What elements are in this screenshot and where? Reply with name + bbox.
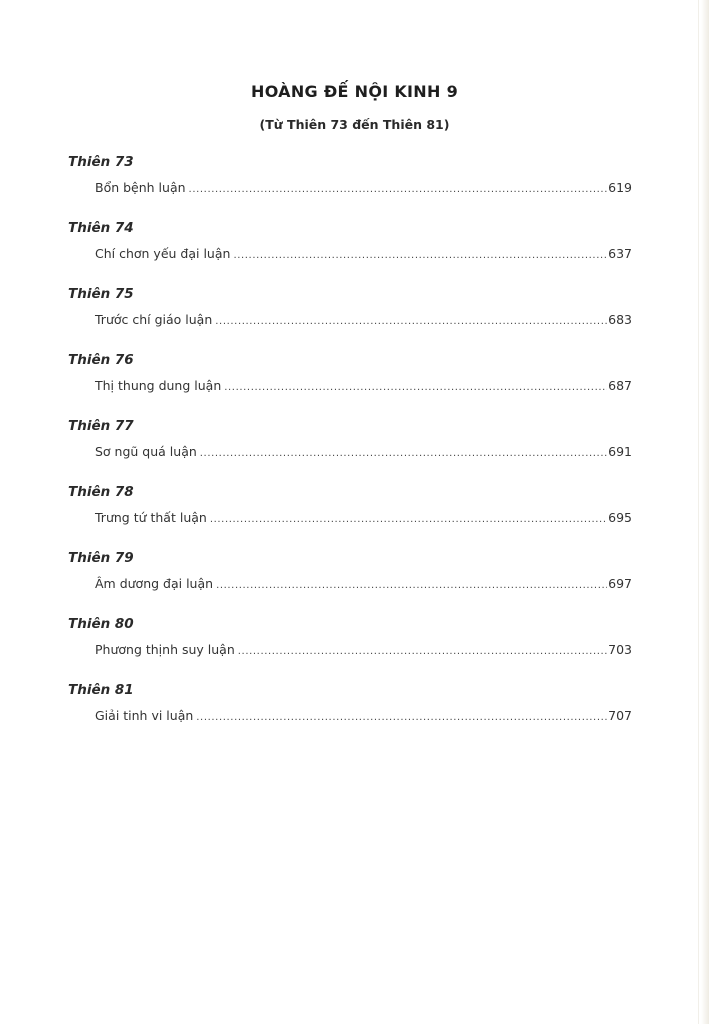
chapter-heading: Thiên 74	[68, 220, 134, 236]
toc-entry[interactable]	[95, 641, 632, 660]
toc-entry-title: Trước chí giáo luận	[95, 312, 213, 327]
page-edge-shadow	[701, 0, 709, 1024]
chapter-heading: Thiên 78	[68, 484, 134, 500]
dot-leader	[233, 247, 607, 264]
toc-section	[68, 549, 632, 615]
toc-entry[interactable]	[95, 245, 632, 264]
dot-leader	[224, 379, 607, 396]
toc-entry-title: Sơ ngũ quá luận	[95, 444, 197, 459]
chapter-heading: Thiên 81	[68, 682, 134, 698]
toc-section	[68, 417, 632, 483]
toc-entry-title: Trưng tứ thất luận	[95, 510, 207, 525]
toc-page-number: 637	[608, 246, 632, 261]
toc-page-number: 703	[608, 642, 632, 657]
toc-section	[68, 153, 632, 219]
toc-page-number: 697	[608, 576, 632, 591]
dot-leader	[189, 181, 608, 198]
dot-leader	[210, 511, 607, 528]
chapter-heading: Thiên 76	[68, 352, 134, 368]
chapter-heading: Thiên 77	[68, 418, 134, 434]
toc-entry-title: Chí chơn yếu đại luận	[95, 246, 231, 261]
toc-entry[interactable]	[95, 443, 632, 462]
toc-section	[68, 285, 632, 351]
toc-entry-title: Phương thịnh suy luận	[95, 642, 235, 657]
toc-entry[interactable]	[95, 179, 632, 198]
dot-leader	[238, 643, 607, 660]
dot-leader	[196, 709, 607, 726]
toc-page-number: 707	[608, 708, 632, 723]
book-title: HOÀNG ĐẾ NỘI KINH 9	[251, 82, 458, 101]
toc-page-number: 619	[608, 180, 632, 195]
chapter-heading: Thiên 80	[68, 616, 134, 632]
toc-entry[interactable]	[95, 575, 632, 594]
book-subtitle: (Từ Thiên 73 đến Thiên 81)	[259, 117, 450, 132]
toc-page-number: 687	[608, 378, 632, 393]
toc-entry[interactable]	[95, 707, 632, 726]
toc-section	[68, 681, 632, 747]
toc-entry[interactable]	[95, 311, 632, 330]
table-of-contents	[68, 153, 632, 747]
toc-entry[interactable]	[95, 377, 632, 396]
toc-entry-title: Giải tinh vi luận	[95, 708, 194, 723]
toc-section	[68, 615, 632, 681]
toc-entry-title: Bổn bệnh luận	[95, 180, 186, 195]
toc-page-number: 691	[608, 444, 632, 459]
toc-entry-title: Thị thung dung luận	[95, 378, 222, 393]
toc-entry[interactable]	[95, 509, 632, 528]
dot-leader	[200, 445, 607, 462]
chapter-heading: Thiên 79	[68, 550, 134, 566]
chapter-heading: Thiên 75	[68, 286, 134, 302]
page-edge-line	[698, 0, 699, 1024]
dot-leader	[216, 577, 607, 594]
dot-leader	[215, 313, 607, 330]
toc-section	[68, 351, 632, 417]
chapter-heading: Thiên 73	[68, 154, 134, 170]
toc-section	[68, 483, 632, 549]
toc-section	[68, 219, 632, 285]
toc-page-number: 695	[608, 510, 632, 525]
toc-entry-title: Âm dương đại luận	[95, 576, 214, 591]
toc-page-number: 683	[608, 312, 632, 327]
